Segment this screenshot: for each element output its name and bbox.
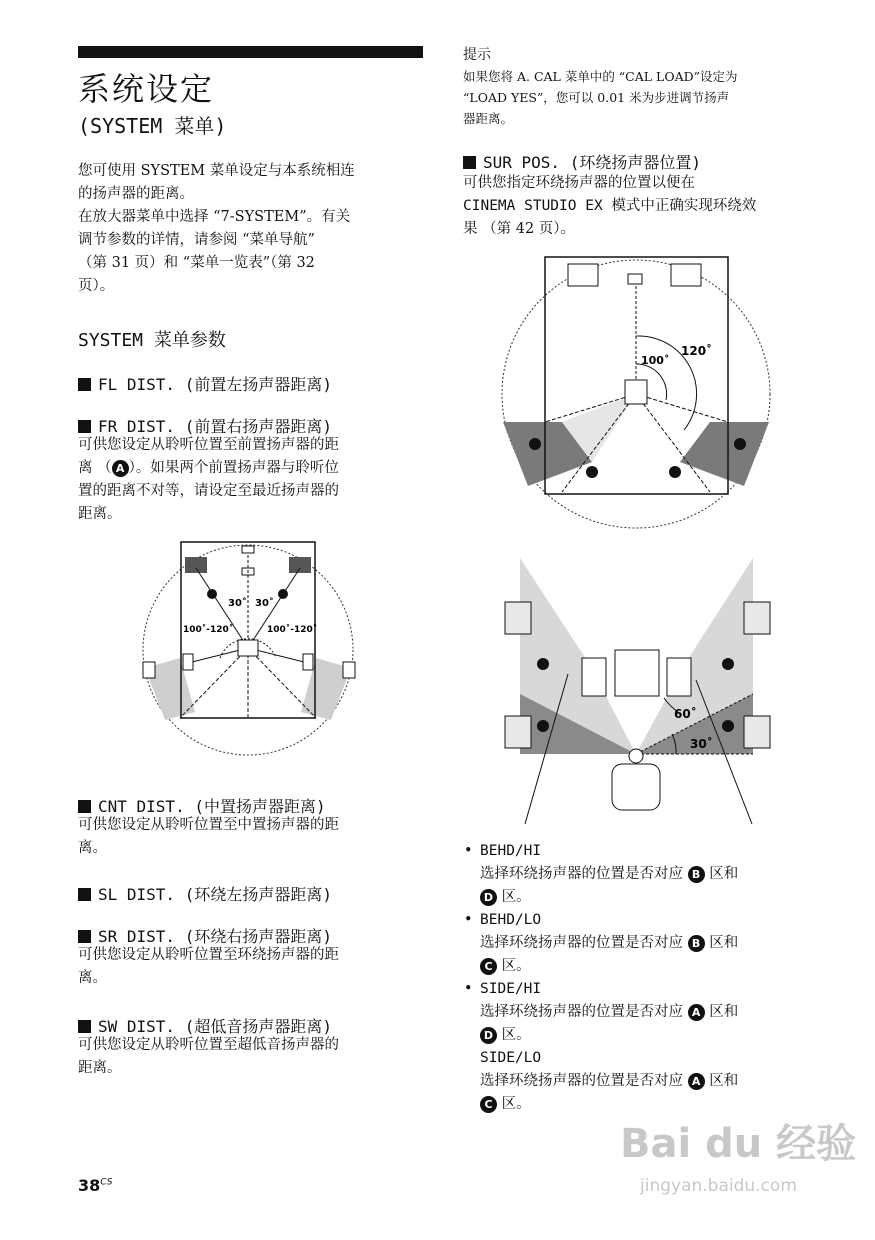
option-behd-lo	[464, 909, 820, 978]
bullet-icon: •	[464, 843, 473, 859]
square-bullet-icon	[78, 930, 91, 943]
zone-badge: C	[480, 1096, 497, 1113]
option-name: BEHD/HI	[480, 843, 542, 859]
option-side-hi	[464, 978, 820, 1047]
title-rule	[78, 46, 423, 58]
listener-icon	[625, 380, 647, 404]
sl-dist-label: SL DIST. (环绕左扬声器距离)	[98, 885, 332, 904]
zone-badge: A	[688, 1004, 705, 1021]
zone-a-marker	[734, 438, 746, 450]
text-line: 距离。	[78, 1060, 122, 1076]
text-line: “LOAD YES”，您可以 0.01 米为步进调节扬声	[463, 90, 730, 105]
text-fragment: 区和	[709, 1073, 739, 1089]
fl-dist-heading	[78, 372, 332, 395]
text-fragment: 选择环绕扬声器的位置是否对应	[480, 866, 683, 882]
text-fragment: 选择环绕扬声器的位置是否对应	[480, 1004, 683, 1020]
sur-pos-label: SUR POS. (环绕扬声器位置)	[483, 153, 701, 172]
fr-dist-description	[78, 434, 423, 526]
square-bullet-icon	[78, 420, 91, 433]
center-speaker-icon	[628, 274, 642, 284]
square-bullet-icon	[78, 888, 91, 901]
zone-a-marker	[278, 589, 288, 599]
option-description	[480, 1070, 820, 1093]
zone-a-right	[680, 422, 769, 486]
text-fragment: ）。如果两个前置扬声器与聆听位	[128, 460, 339, 476]
angle-label-120: 120˚	[681, 344, 713, 358]
surround-speaker-upper-left-icon	[505, 602, 531, 634]
option-name: SIDE/HI	[480, 981, 542, 997]
listener-chair-icon	[612, 764, 660, 810]
surround-position-diagram	[500, 254, 775, 534]
text-fragment: 区。	[501, 1096, 531, 1112]
watermark-url: jingyan.baidu.com	[640, 1176, 797, 1196]
sw-dist-description	[78, 1034, 423, 1080]
option-behd-hi	[464, 840, 820, 909]
option-name: BEHD/LO	[480, 912, 542, 928]
cnt-dist-label: CNT DIST. (中置扬声器距离)	[98, 797, 326, 816]
page-subtitle: (SYSTEM 菜单)	[78, 114, 227, 138]
text-fragment: 区和	[709, 1004, 739, 1020]
square-bullet-icon	[78, 378, 91, 391]
section-heading: SYSTEM 菜单参数	[78, 330, 226, 351]
zone-a-badge: A	[112, 460, 129, 477]
zone-d-marker	[722, 658, 734, 670]
intro-line: 的扬声器的距离。	[78, 186, 194, 202]
text-line: CINEMA STUDIO EX 模式中正确实现环绕效	[463, 198, 757, 214]
text-line: 离。	[78, 840, 107, 856]
sr-dist-label: SR DIST. (环绕右扬声器距离)	[98, 927, 332, 946]
sur-pos-description	[463, 172, 823, 241]
text-line: 可供您设定从聆听位置至环绕扬声器的距	[78, 947, 339, 963]
text-line: 器距离。	[463, 111, 514, 126]
sur-pos-heading	[463, 150, 701, 173]
fl-dist-label: FL DIST. (前置左扬声器距离)	[98, 375, 332, 394]
angle-label-100: 100˚	[641, 354, 670, 367]
square-bullet-icon	[78, 800, 91, 813]
square-bullet-icon	[463, 156, 476, 169]
text-line: 可供您指定环绕扬声器的位置以便在	[463, 175, 695, 191]
page-number-suffix: CS	[100, 1177, 113, 1188]
watermark-logo: Bai du 经验	[620, 1121, 857, 1167]
text-fragment: 区。	[501, 889, 531, 905]
surround-speaker-lower-right-icon	[744, 716, 770, 748]
side-speaker-icon	[143, 662, 155, 678]
hint-text	[463, 66, 823, 129]
zone-badge: D	[480, 889, 497, 906]
side-speaker-icon	[343, 662, 355, 678]
front-left-speaker-icon	[568, 264, 598, 286]
sw-dist-label: SW DIST. (超低音扬声器距离)	[98, 1017, 332, 1036]
side-speaker-icon	[303, 654, 313, 670]
text-line: 可供您设定从聆听位置至中置扬声器的距	[78, 817, 339, 833]
zone-c-marker	[537, 720, 549, 732]
text-line: 如果您将 A. CAL 菜单中的 “CAL LOAD”设定为	[463, 69, 738, 84]
center-speaker-icon	[242, 546, 254, 553]
intro-line: 调节参数的详情，请参阅 “菜单导航”	[78, 232, 315, 248]
page-number	[78, 1176, 112, 1195]
text-fragment: 区。	[501, 958, 531, 974]
page-title: 系统设定	[78, 70, 215, 108]
angle-range-label: 100˚-120˚	[183, 625, 234, 635]
text-fragment: 区和	[709, 935, 739, 951]
zone-d-marker	[537, 658, 549, 670]
zone-a-marker	[529, 438, 541, 450]
text-fragment: 离 （	[78, 460, 112, 476]
option-description	[480, 932, 820, 955]
zone-b-marker	[586, 466, 598, 478]
hint-title: 提示	[463, 47, 491, 63]
option-name: SIDE/LO	[480, 1050, 542, 1066]
tv-center-speaker-icon	[615, 650, 659, 696]
text-line	[78, 457, 423, 480]
square-bullet-icon	[78, 1020, 91, 1033]
option-list	[464, 840, 820, 1116]
zone-badge: B	[688, 935, 705, 952]
angle-range-label: 100˚-120˚	[267, 625, 318, 635]
intro-line: 您可使用 SYSTEM 菜单设定与本系统相连	[78, 163, 355, 179]
listener-head-icon	[629, 749, 643, 763]
page-number-value: 38	[78, 1176, 101, 1195]
speaker-height-diagram	[500, 554, 775, 829]
intro-line: 页）。	[78, 278, 115, 294]
front-right-speaker-icon	[289, 557, 311, 573]
zone-a-marker	[207, 589, 217, 599]
fr-dist-label: FR DIST. (前置右扬声器距离)	[98, 417, 332, 436]
front-right-speaker-icon	[671, 264, 701, 286]
text-fragment: 区和	[709, 866, 739, 882]
sl-dist-heading	[78, 882, 332, 905]
zone-b-marker	[669, 466, 681, 478]
angle-label-60: 60˚	[674, 707, 697, 721]
front-speaker-diagram	[140, 540, 360, 765]
text-line: 置的距离不对等，请设定至最近扬声器的	[78, 483, 339, 499]
text-line: 可供您设定从聆听位置至超低音扬声器的	[78, 1037, 339, 1053]
intro-paragraph	[78, 160, 423, 298]
front-left-speaker-icon	[582, 658, 606, 696]
sr-dist-description	[78, 944, 423, 990]
surround-speaker-upper-right-icon	[744, 602, 770, 634]
angle-label: 30˚	[228, 598, 247, 609]
angle-label: 30˚	[255, 598, 274, 609]
option-description	[480, 1001, 820, 1024]
zone-c-marker	[722, 720, 734, 732]
text-fragment: 区。	[501, 1027, 531, 1043]
surround-speaker-lower-left-icon	[505, 716, 531, 748]
bullet-icon: •	[464, 981, 473, 997]
zone-badge: D	[480, 1027, 497, 1044]
option-description	[480, 863, 820, 886]
text-line: 离。	[78, 970, 107, 986]
guide-line	[636, 394, 728, 422]
cnt-dist-description	[78, 814, 423, 860]
text-line: 果 （第 42 页）。	[463, 221, 576, 237]
text-fragment: 选择环绕扬声器的位置是否对应	[480, 1073, 683, 1089]
text-line: 距离。	[78, 506, 122, 522]
zone-badge: B	[688, 866, 705, 883]
front-right-speaker-icon	[667, 658, 691, 696]
listener-icon	[238, 640, 258, 656]
intro-line: （第 31 页）和 “菜单一览表”（第 32	[78, 255, 315, 271]
intro-line: 在放大器菜单中选择 “7-SYSTEM”。有关	[78, 209, 351, 225]
side-speaker-icon	[183, 654, 193, 670]
text-fragment: 选择环绕扬声器的位置是否对应	[480, 935, 683, 951]
zone-badge: A	[688, 1073, 705, 1090]
front-left-speaker-icon	[185, 557, 207, 573]
text-line: 可供您设定从聆听位置至前置扬声器的距	[78, 437, 339, 453]
bullet-icon: •	[464, 912, 473, 928]
zone-badge: C	[480, 958, 497, 975]
option-side-lo	[480, 1047, 820, 1116]
angle-label-30: 30˚	[690, 737, 713, 751]
